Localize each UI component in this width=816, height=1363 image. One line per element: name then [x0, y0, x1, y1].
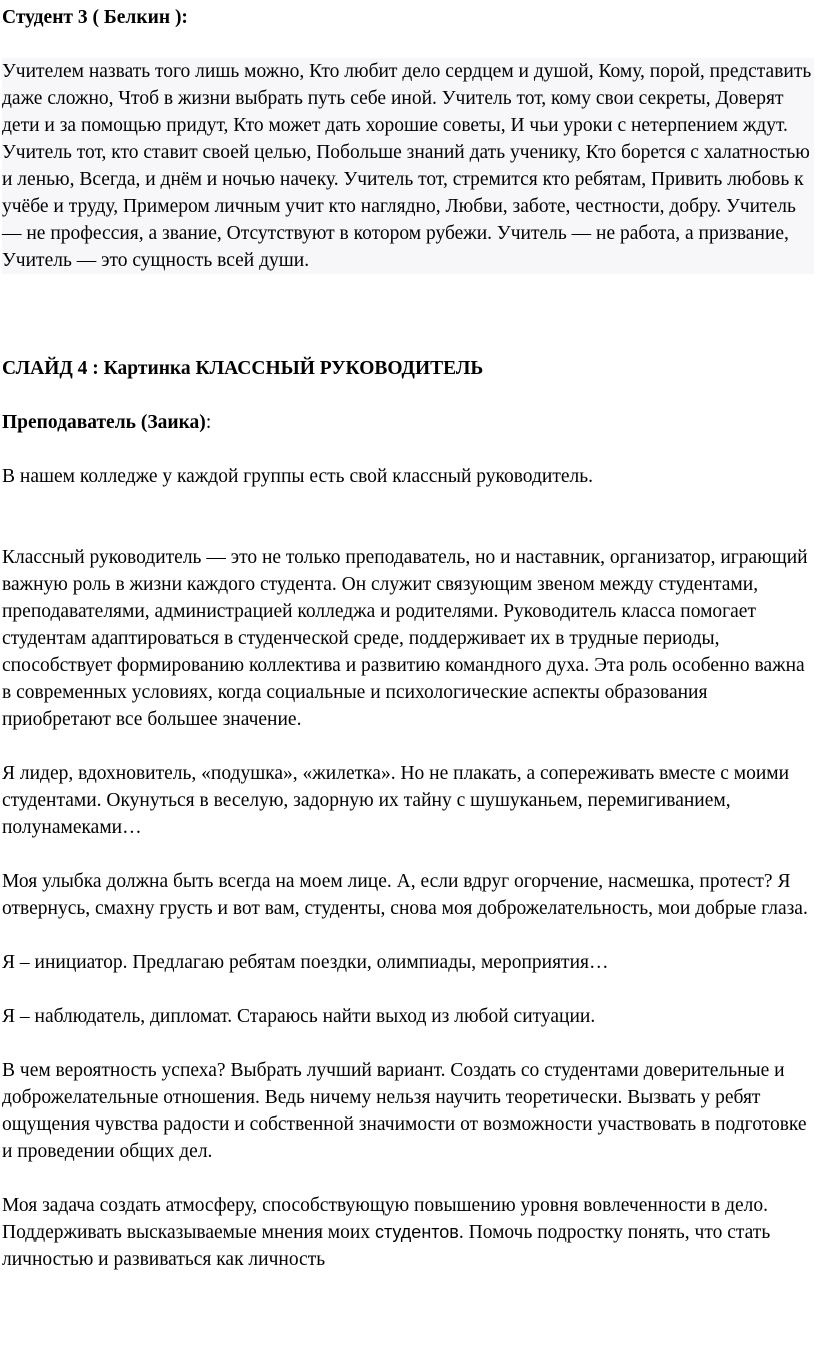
spacer [2, 922, 814, 949]
spacer [2, 1030, 814, 1057]
speaker-heading-teacher [2, 409, 814, 436]
body-paragraph-5: Я – инициатор. Предлагаю ребятам поездки, олимпиады, мероприятия… [2, 952, 609, 973]
spacer [2, 382, 814, 409]
poem-paragraph: Учителем назвать того лишь можно, Кто любит дело сердцем и душой, Кому, порой, представить даже сложно, Чтоб в жизни выбрать путь себе иной. Учитель тот, кому свои секреты, Доверят дети и за помощью придут, Кто может дать хорошие советы, И чьи уроки с нетерпением ждут. Учитель тот, кто ставит своей целью, Побольше знаний дать ученику, Кто борется с халатностью и ленью, Всегда, и днём и ночью начеку. Учитель тот, стремится кто ребятам, Привить любовь к учёбе и труду, Примером личным учит кто наглядно, Любви, заботе, честности, добру. Учитель — не профессия, а звание, Отсутствуют в котором рубежи. Учитель — не работа, а призвание, Учитель — это сущность всей души. [2, 58, 814, 274]
spacer [2, 436, 814, 463]
spacer [2, 733, 814, 760]
body-paragraph-2: Классный руководитель — это не только преподаватель, но и наставник, организатор, играющий важную роль в жизни каждого студента. Он служит связующим звеном между студентами, преподавателями, администрацией колледжа и родителями. Руководитель класса помогает студентам адаптироваться в студенческой среде, поддерживает их в трудные периоды, способствует формированию коллектива и развитию командного духа. Эта роль особенно важна в современных условиях, когда социальные и психологические аспекты образования приобретают все большее значение. [2, 547, 808, 730]
teacher-name: Преподаватель (Заика) [2, 412, 206, 433]
spacer [2, 841, 814, 868]
body-paragraph-8-sans: студентов [374, 1222, 459, 1242]
body-paragraph-4: Моя улыбка должна быть всегда на моем лице. А, если вдруг огорчение, насмешка, протест? Я отвернусь, смахну грусть и вот вам, студенты, снова моя доброжелательность, мои добрые глаза. [2, 871, 808, 919]
spacer [2, 976, 814, 1003]
speaker-heading-student3: Студент 3 ( Белкин ): [2, 7, 188, 28]
spacer [2, 490, 814, 544]
teacher-colon: : [205, 412, 212, 433]
spacer [2, 31, 814, 58]
spacer [2, 328, 814, 355]
body-paragraph-3: Я лидер, вдохновитель, «подушка», «жилетка». Но не плакать, а сопереживать вместе с моими студентами. Окунуться в веселую, задорную их тайну с шушуканьем, перемигиванием, полунамеками… [2, 763, 790, 838]
spacer [2, 274, 814, 328]
spacer [2, 1165, 814, 1192]
body-paragraph-8-rest: . Помочь подростку понять, что стать личностью и развиваться как личность [2, 1222, 771, 1270]
body-paragraph-1: В нашем колледже у каждой группы есть свой классный руководитель. [2, 466, 594, 487]
body-paragraph-7: В чем вероятность успеха? Выбрать лучший вариант. Создать со студентами доверительные и доброжелательные отношения. Ведь ничему нельзя научить теоретически. Вызвать у ребят ощущения чувства радости и собственной значимости от возможности участвовать в подготовке и проведении общих дел. [2, 1060, 807, 1162]
body-paragraph-8 [2, 1192, 814, 1273]
body-paragraph-6: Я – наблюдатель, дипломат. Стараюсь найти выход из любой ситуации. [2, 1006, 596, 1027]
slide-heading: СЛАЙД 4 : Картинка КЛАССНЫЙ РУКОВОДИТЕЛЬ [2, 358, 484, 379]
body-paragraph-8-main: Моя задача создать атмосферу, способствующую повышению уровня вовлеченности в дело. Поддерживать высказываемые мнения моих [2, 1195, 769, 1243]
